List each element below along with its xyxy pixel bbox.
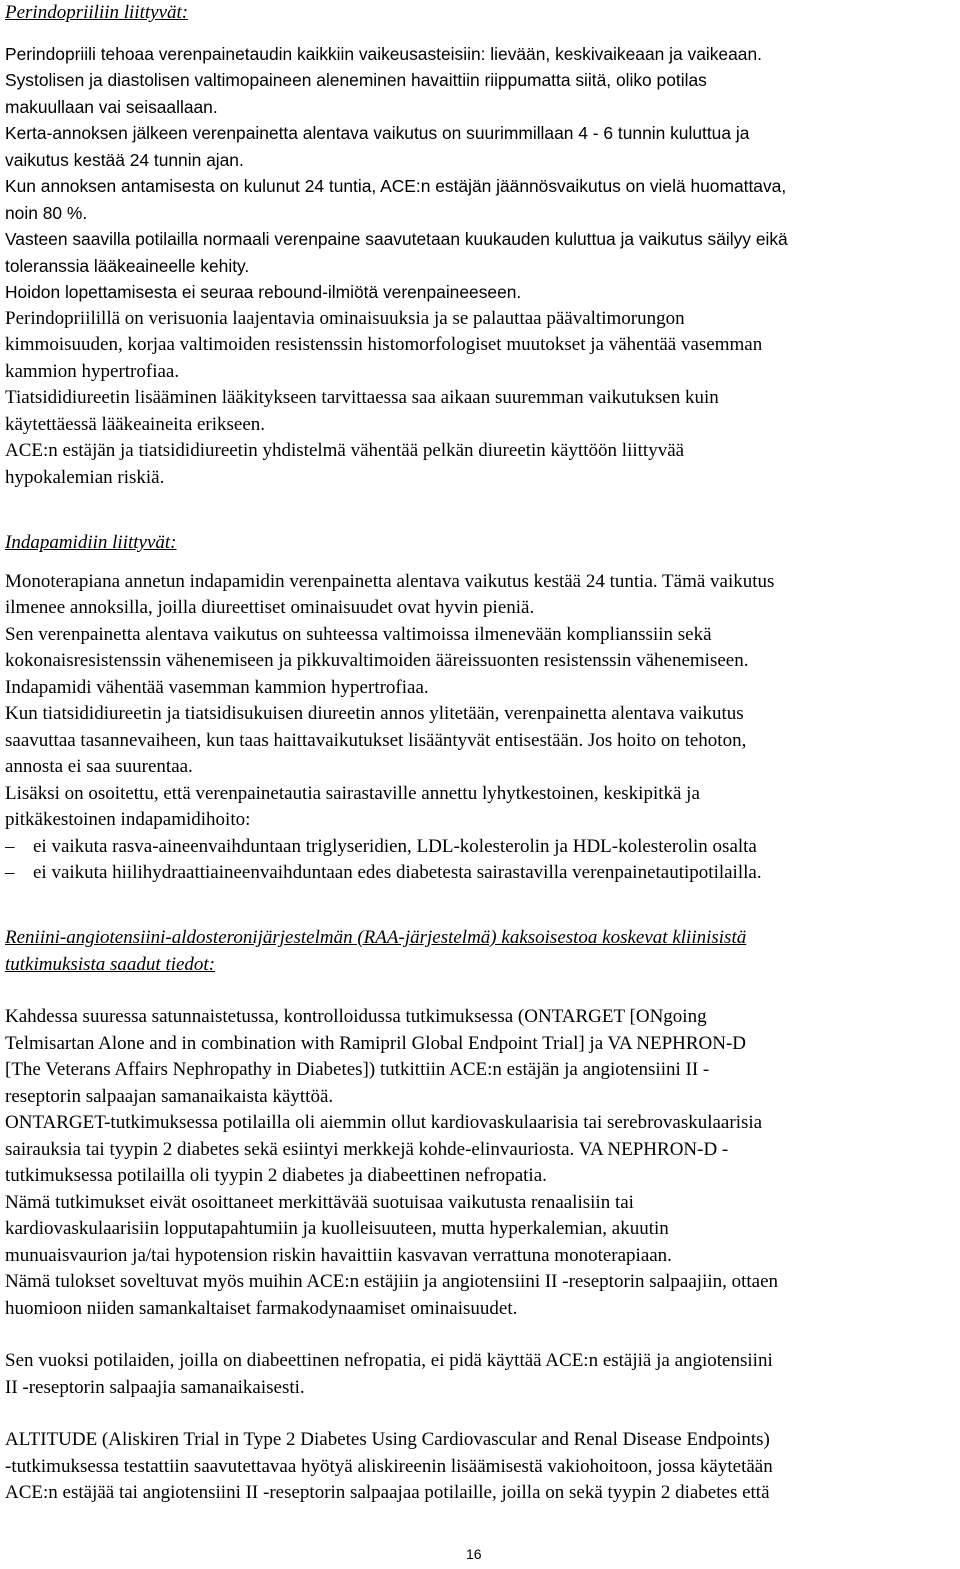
- text-line: -tutkimuksessa testattiin saavutettavaa hyötyä aliskireenin lisäämisestä vakiohoitoon, jossa käytetään: [5, 1455, 773, 1477]
- page-number: 16: [466, 1546, 482, 1562]
- text-line: kardiovaskulaarisiin lopputapahtumiin ja kuolleisuuteen, mutta hyperkalemian, akuutin: [5, 1218, 669, 1239]
- text-line: ACE:n estäjää tai angiotensiini II -reseptorin salpaajaa potilaille, joilla on sekä tyypin 2 diabetes että: [5, 1482, 770, 1503]
- text-line: kokonaisresistenssin vähenemiseen ja pikkuvaltimoiden ääreissuonten resistenssin vähenemiseen.: [5, 650, 749, 671]
- perindopril-text-serif: [5, 306, 788, 492]
- text-line: Perindopriilillä on verisuonia laajentavia ominaisuuksia ja se palauttaa päävaltimorungon: [5, 307, 685, 329]
- text-line: Sen vuoksi potilaiden, joilla on diabeettinen nefropatia, ei pidä käyttää ACE:n estäjiä ja angiotensiini: [5, 1350, 773, 1371]
- section-heading-indapamide: Indapamidiin liittyvät:: [5, 532, 177, 553]
- text-line: sairauksia tai tyypin 2 diabetes sekä esiintyi merkkejä kohde-elinvauriosta. VA NEPHRON-D -: [5, 1138, 729, 1160]
- dash-bullet: –: [5, 835, 15, 857]
- text-line: hypokalemian riskiä.: [5, 466, 165, 488]
- text-line: käytettäessä lääkeaineita erikseen.: [5, 413, 266, 435]
- text-line: Indapamidi vähentää vasemman kammion hypertrofiaa.: [5, 676, 429, 698]
- heading-line: Reniini-angiotensiini-aldosteronijärjestelmän (RAA-järjestelmä) kaksoisestoa koskevat kliinisistä: [5, 927, 747, 948]
- text-line: Monoterapiana annetun indapamidin verenpainetta alentava vaikutus kestää 24 tuntia. Tämä vaikutus: [5, 570, 775, 592]
- text-line: tutkimuksessa potilailla oli tyypin 2 diabetes ja diabeettinen nefropatia.: [5, 1165, 547, 1186]
- text-line: kammion hypertrofiaa.: [5, 360, 180, 382]
- text-line: Kun annoksen antamisesta on kulunut 24 tuntia, ACE:n estäjän jäännösvaikutus on vielä huomattava,: [5, 176, 787, 196]
- text-line: [The Veterans Affairs Nephropathy in Diabetes]) tutkittiin ACE:n estäjän ja angiotensiini II -: [5, 1059, 710, 1080]
- text-line: Nämä tulokset soveltuvat myös muihin ACE:n estäjiin ja angiotensiini II -reseptorin salpaajiin, ottaen: [5, 1271, 779, 1292]
- text-line: kimmoisuuden, korjaa valtimoiden resistenssin histomorfologiset muutokset ja vähentää vasemman: [5, 334, 763, 355]
- text-line: makuullaan vai seisaallaan.: [5, 96, 218, 117]
- text-line: ALTITUDE (Aliskiren Trial in Type 2 Diabetes Using Cardiovascular and Renal Disease Endpoints): [5, 1429, 770, 1450]
- text-line: Kahdessa suuressa satunnaistetussa, kontrolloidussa tutkimuksessa (ONTARGET [ONgoing: [5, 1006, 707, 1027]
- list-item: [5, 860, 774, 887]
- text-line: II -reseptorin salpaajia samanaikaisesti.: [5, 1376, 305, 1398]
- raa-paragraph-3: [5, 1427, 778, 1507]
- perindopril-text-sans: [5, 41, 788, 306]
- section-perindopril: [5, 0, 788, 491]
- text-line: ACE:n estäjän ja tiatsididiureetin yhdistelmä vähentää pelkän diureetin käyttöön liittyvää: [5, 440, 685, 461]
- list-item: [5, 834, 774, 861]
- text-line: Tiatsididiureetin lisääminen lääkitykseen tarvittaessa saa aikaan suuremman vaikutuksen kuin: [5, 387, 719, 408]
- text-line: noin 80 %.: [5, 202, 88, 223]
- section-heading-raa: [5, 925, 778, 978]
- text-line: Vasteen saavilla potilailla normaali verenpaine saavutetaan kuukauden kuluttua ja vaikutus säilyy eikä: [5, 229, 788, 249]
- text-line: ONTARGET-tutkimuksessa potilailla oli aiemmin ollut kardiovaskulaarisia tai serebrovaskulaarisia: [5, 1112, 763, 1133]
- text-line: Kun tiatsididiureetin ja tiatsidisukuisen diureetin annos ylitetään, verenpainetta alentava vaikutus: [5, 703, 744, 724]
- text-line: Lisäksi on osoitettu, että verenpainetautia sairastaville annettu lyhytkestoinen, keskipitkä ja: [5, 782, 700, 804]
- text-line: toleranssia lääkeaineelle kehity.: [5, 255, 250, 276]
- text-line: huomioon niiden samankaltaiset farmakodynaamiset ominaisuudet.: [5, 1297, 518, 1319]
- text-line: vaikutus kestää 24 tunnin ajan.: [5, 149, 244, 170]
- text-line: Perindopriili tehoaa verenpainetaudin kaikkiin vaikeusasteisiin: lievään, keskivaikeaan ja vaikeaan.: [5, 43, 762, 64]
- raa-paragraph-2: [5, 1348, 778, 1401]
- text-line: pitkäkestoinen indapamidihoito:: [5, 809, 251, 830]
- heading-line: tutkimuksista saadut tiedot:: [5, 953, 216, 975]
- text-line: Sen verenpainetta alentava vaikutus on suhteessa valtimoissa ilmenevään komplianssiin sekä: [5, 623, 712, 645]
- text-line: Telmisartan Alone and in combination with Ramipril Global Endpoint Trial] ja VA NEPHRON-D: [5, 1032, 747, 1054]
- text-line: saavuttaa tasannevaiheen, kun taas haittavaikutukset lisääntyvät entisestään. Jos hoito on tehoton,: [5, 729, 747, 751]
- text-line: Hoidon lopettamisesta ei seuraa rebound-ilmiötä verenpaineeseen.: [5, 282, 522, 302]
- text-line: Kerta-annoksen jälkeen verenpainetta alentava vaikutus on suurimmillaan 4 - 6 tunnin kuluttua ja: [5, 123, 750, 143]
- section-raa: [5, 925, 778, 1507]
- dash-bullet: –: [5, 862, 15, 883]
- section-indapamide: [5, 530, 774, 887]
- text-line: Nämä tutkimukset eivät osoittaneet merkittävää suotuisaa vaikutusta renaalisiin tai: [5, 1191, 634, 1213]
- list-item-text: ei vaikuta rasva-aineenvaihduntaan triglyseridien, LDL-kolesterolin ja HDL-kolesterolin osalta: [33, 835, 757, 857]
- indapamide-text: [5, 569, 774, 887]
- text-line: Systolisen ja diastolisen valtimopaineen aleneminen havaittiin riippumatta siitä, oliko potilas: [5, 70, 707, 90]
- text-line: reseptorin salpaajan samanaikaista käyttöä.: [5, 1085, 334, 1107]
- section-heading-perindopril: Perindopriiliin liittyvät:: [5, 2, 189, 23]
- list-item-text: ei vaikuta hiilihydraattiaineenvaihduntaan edes diabetesta sairastavilla verenpainetautipotilailla.: [33, 862, 762, 883]
- raa-paragraph-1: [5, 1004, 778, 1322]
- text-line: annosta ei saa suurentaa.: [5, 756, 193, 777]
- text-line: ilmenee annoksilla, joilla diureettiset ominaisuudet ovat hyvin pieniä.: [5, 597, 535, 618]
- text-line: munuaisvaurion ja/tai hypotension riskin havaittiin kasvavan verrattuna monoterapiaan.: [5, 1244, 672, 1266]
